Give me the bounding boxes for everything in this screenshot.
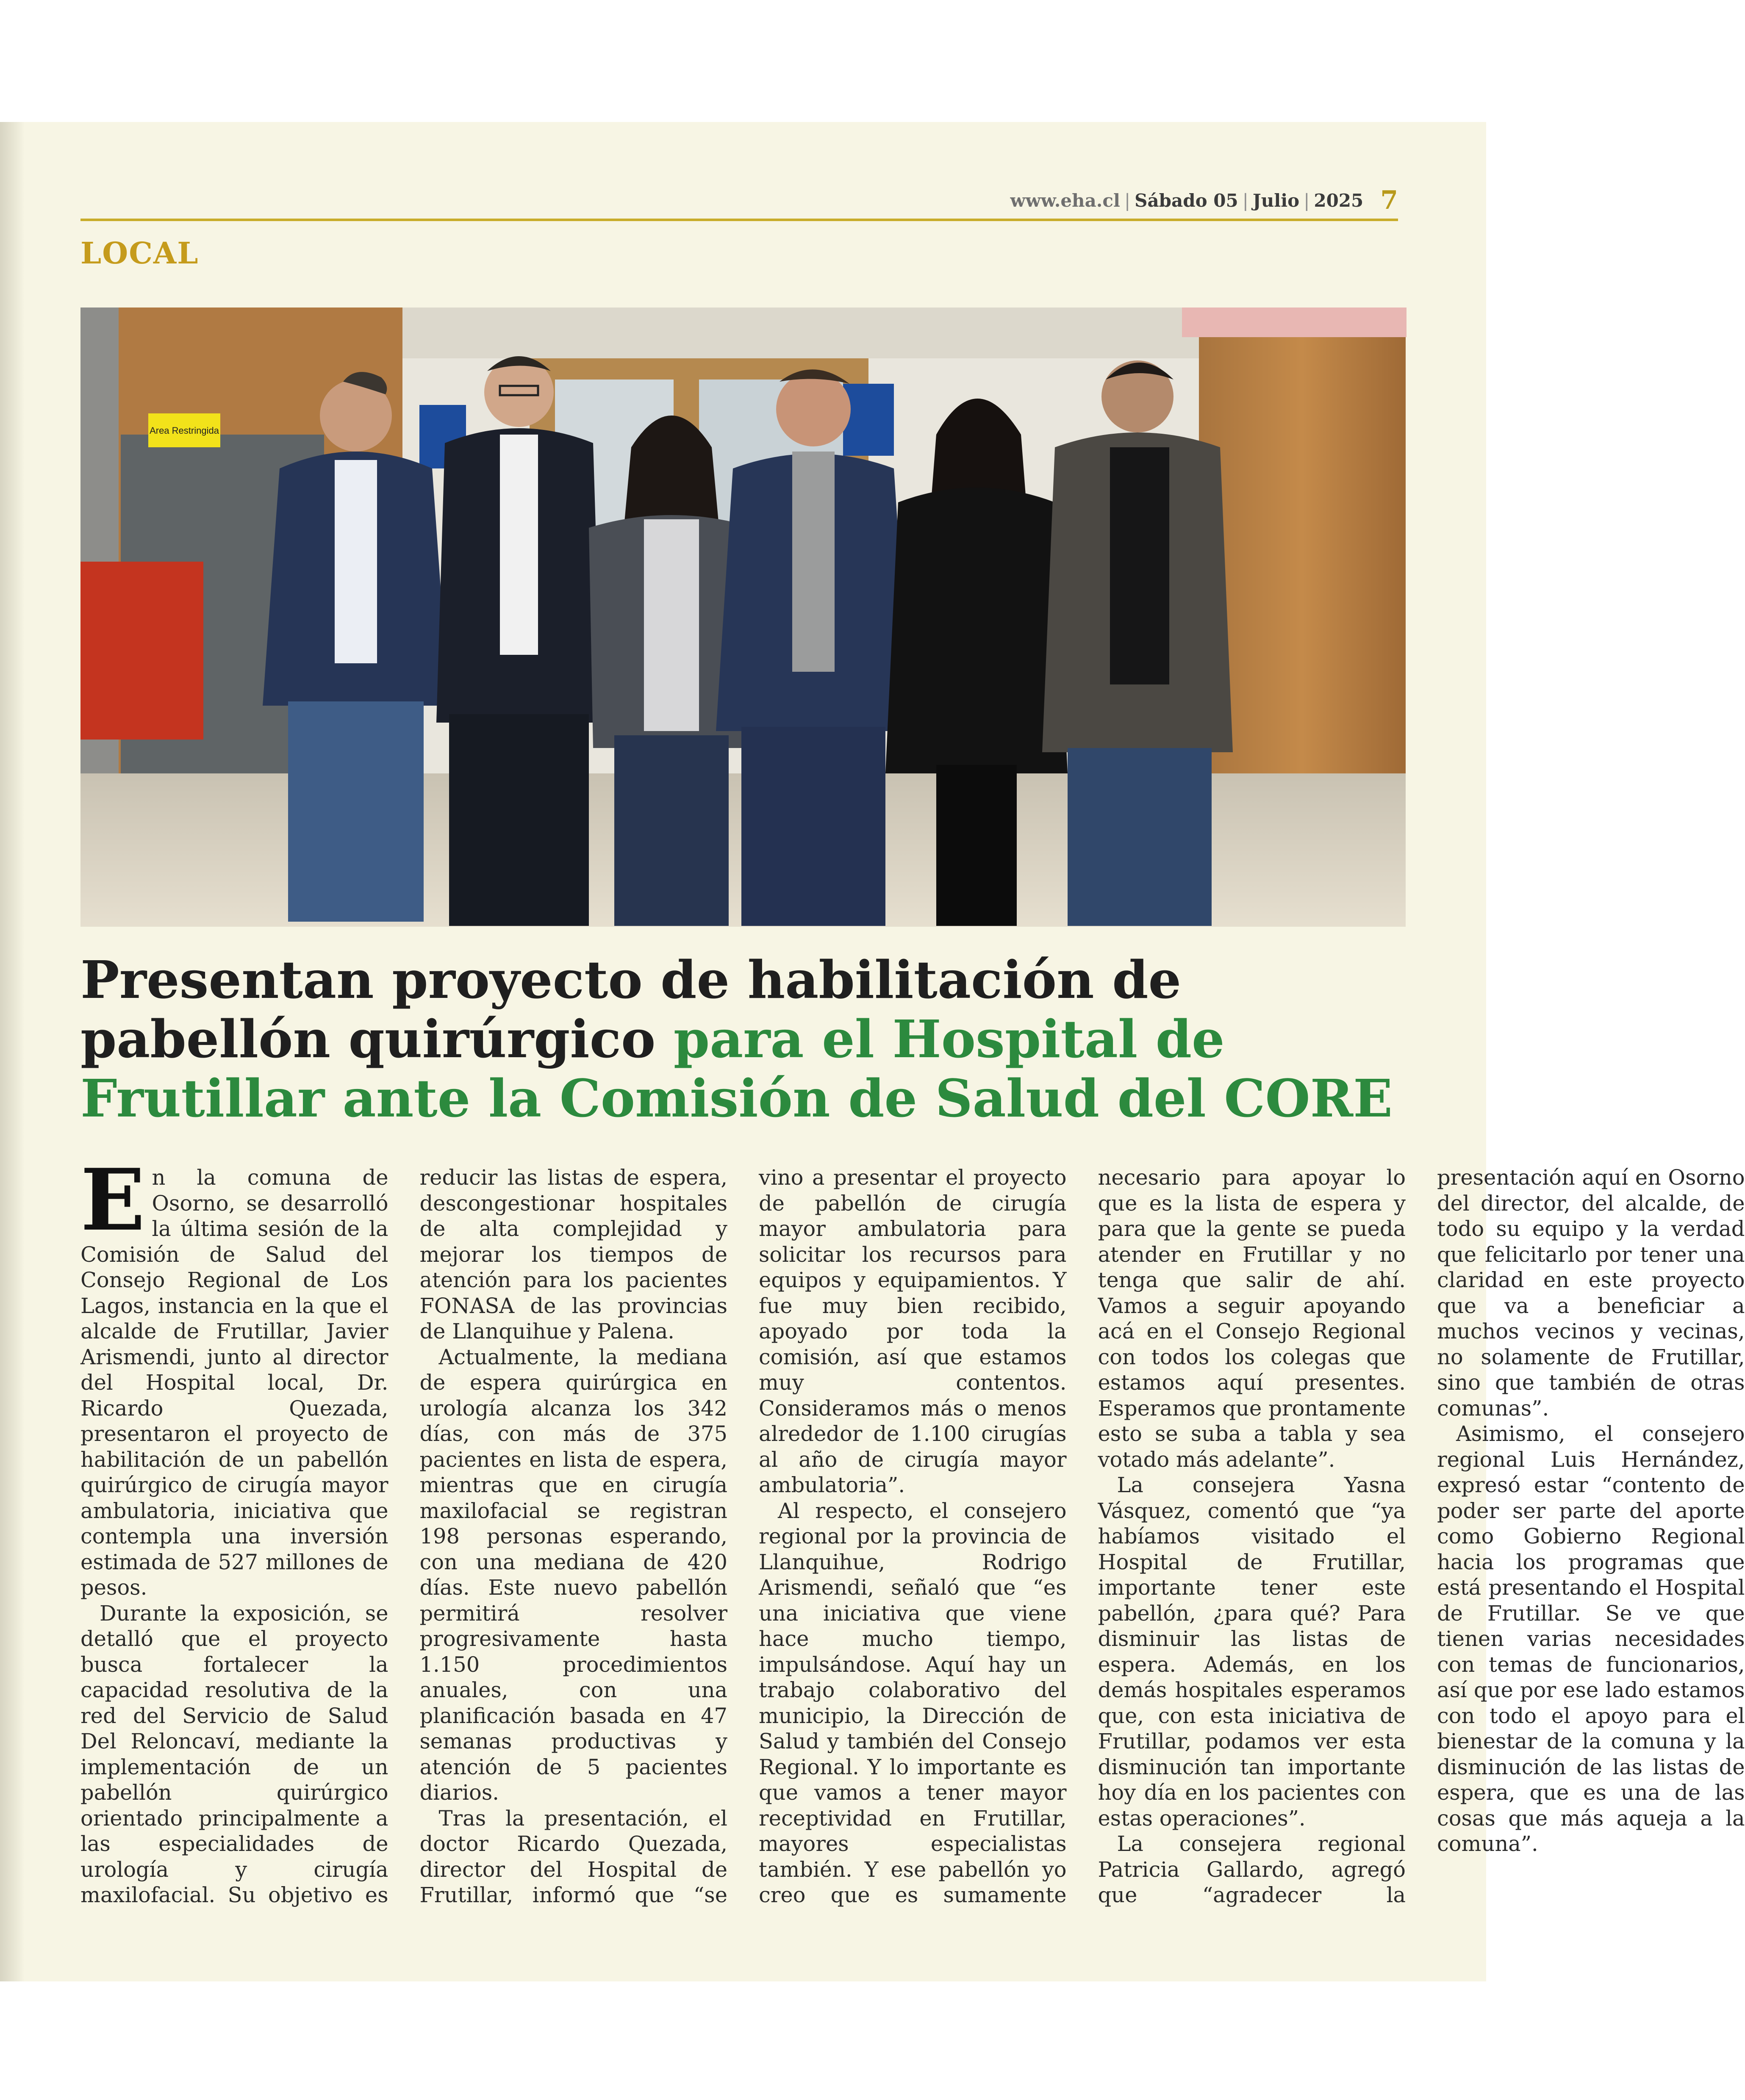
person-2 <box>436 356 602 926</box>
page-header: www.eha.cl | Sábado 05 | Julio | 2025 7 <box>1010 186 1398 215</box>
article-paragraph-3: Actualmente, la mediana de espera quirúrgica en urología alcanza los 342 días, con más de 375 pacientes en lista de espera, mientras que en cirugía maxilofacial se registran 198 personas esperando, con una mediana de 420 días. Este nuevo pabellón permitirá resolver progresivamente hasta 1.150 procedimientos anuales, con una planificación basada en 47 semanas productivas y atención de 5 pacientes diarios. <box>419 1344 727 1805</box>
person-6 <box>1042 360 1233 926</box>
article-paragraph-5: Al respecto, el consejero regional por la provincia de Llanquihue, Rodrigo Arismendi, señaló que “es una iniciativa que viene hace mucho tiempo, impulsándose. Aquí hay un trabajo colaborativo del municipio, la Dirección de Salud y también del Consejo Regional. Y lo importante es que vamos a tener mayor receptividad en Frutillar, mayores especialistas también. Y ese pabellón yo creo que es sumamente necesario para apoyar lo que es la lista de espera y para que la gente se pueda atender en Frutillar y no tenga que salir de ahí. Vamos a seguir apoyando acá en el Consejo Regional con todos los colegas que estamos aquí presentes. Esperamos que prontamente esto se suba a tabla y sea votado más adelante”. <box>759 1165 1406 1907</box>
drop-cap: E <box>80 1150 145 1250</box>
article-paragraph-1: En la comuna de Osorno, se desarrolló la última sesión de la Comisión de Salud del Consejo Regional de Los Lagos, instancia en la que el alcalde de Frutillar, Javier Arismendi, junto al director del Hospital local, Dr. Ricardo Quezada, presentaron el proyecto de habilitación de un pabellón quirúrgico de cirugía mayor ambulatoria, iniciativa que contempla una inversión estimada de 527 millones de pesos. <box>80 1150 388 1600</box>
group-photo-illustration <box>80 308 1406 927</box>
article-paragraph-4: Tras la presentación, el doctor Ricardo Quezada, director del Hospital de Frutillar, informó que “se vino a presentar el proyecto de pabellón de cirugía mayor ambulatoria para solicitar los recursos para equipos y equipamientos. Y fue muy bien recibido, apoyado por toda la comisión, así que estamos muy contentos. Consideramos más o menos alrededor de 1.100 cirugías al año de cirugía mayor ambulatoria”. <box>419 1165 1067 1907</box>
website-url[interactable]: www.eha.cl <box>1010 190 1120 211</box>
header-year: 2025 <box>1314 190 1364 211</box>
header-month: Julio <box>1252 190 1300 211</box>
page-number: 7 <box>1380 186 1398 215</box>
svg-text:Area Restringida: Area Restringida <box>150 425 219 436</box>
article-headline <box>80 950 1406 1128</box>
headline-part-black: Presentan proyecto de habilitación de pabellón quirúrgico <box>80 949 1182 1069</box>
newspaper-page <box>0 122 1745 1981</box>
header-rule <box>80 219 1398 221</box>
article-paragraph-2: Durante la exposición, se detalló que el proyecto busca fortalecer la capacidad resolutiva de la red del Servicio de Salud Del Reloncaví, mediante la implementación de un pabellón quirúrgico orientado principalmente a las especialidades de urología y cirugía maxilofacial. Su objetivo es reducir las listas de espera, descongestionar hospitales de alta complejidad y mejorar los tiempos de atención para los pacientes FONASA de las provincias de Llanquihue y Palena. <box>80 1165 727 1907</box>
page-spine-shadow <box>0 122 25 1981</box>
article-paragraph-7: La consejera regional Patricia Gallardo, agregó que “agradecer la presentación aquí en Osorno del director, del alcalde, de todo su equipo y la verdad que felicitarlo por tener una claridad en este proyecto que va a beneficiar a muchos vecinos y vecinas, no solamente de Frutillar, sino que también de otras comunas”. <box>1098 1165 1745 1907</box>
headline-part-green: para el Hospital de Frutillar ante la Comisión de Salud del CORE <box>80 1008 1393 1129</box>
group-photo <box>80 308 1406 927</box>
article-paragraph-6: La consejera Yasna Vásquez, comentó que “ya habíamos visitado el Hospital de Frutillar, importante tener este pabellón, ¿para qué? Para disminuir las listas de espera. Además, en los demás hospitales esperamos que, con esta iniciativa de Frutillar, podamos ver esta disminución tan importante hoy día en los pacientes con estas operaciones”. <box>1098 1473 1406 1831</box>
header-day: Sábado 05 <box>1135 190 1238 211</box>
article-paragraph-8: Asimismo, el consejero regional Luis Hernández, expresó estar “contento de poder ser parte del aporte como Gobierno Regional hacia los programas que está presentando el Hospital de Frutillar. Se ve que tienen varias necesidades con temas de funcionarios, así que por ese lado estamos con todo el apoyo para el bienestar de la comuna y la disminución de las listas de espera, que es una de las cosas que más aqueja a la comuna”. <box>1437 1421 1745 1856</box>
section-label: LOCAL <box>80 235 199 271</box>
article-body <box>80 1150 1745 1919</box>
